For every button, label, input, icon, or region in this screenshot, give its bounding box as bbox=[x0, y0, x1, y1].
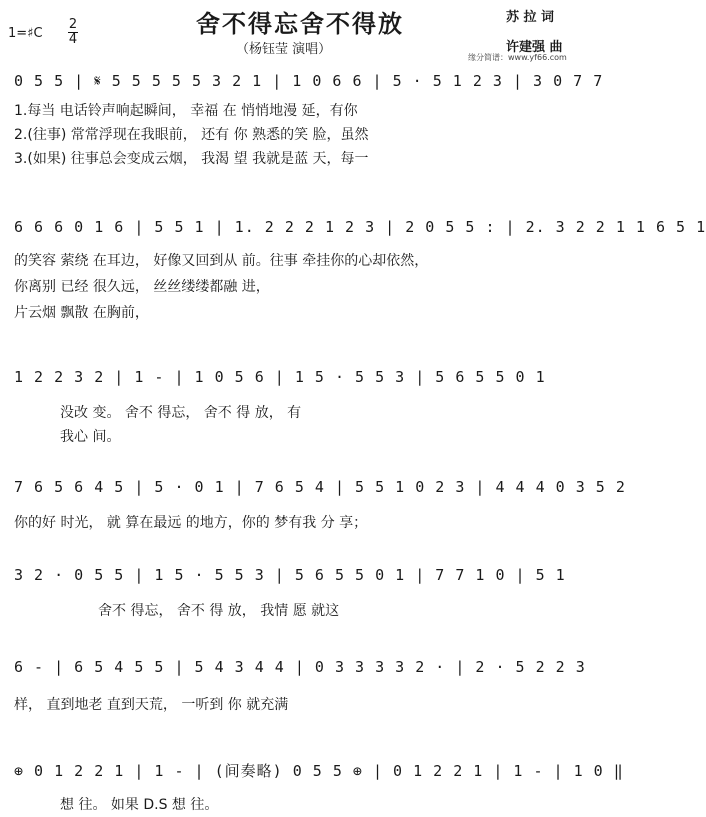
lyric-line: 片云烟 飘散 在胸前， bbox=[14, 305, 149, 321]
lyric-line: 我心 间。 bbox=[60, 429, 121, 445]
lyric-line: 样， 直到地老 直到天荒， 一听到 你 就充满 bbox=[14, 697, 289, 713]
page-title: 舍不得忘舍不得放 bbox=[196, 9, 404, 38]
lyric-line: 1.每当 电话铃声响起瞬间， 幸福 在 悄悄地漫 延，有你 bbox=[14, 103, 358, 119]
notation-line: 0 5 5 | 𝄋 5 5 5 5 5 3 2 1 | 1 0 6 6 | 5 · 5 1 2 3 | 3 0 7 7 bbox=[14, 72, 604, 90]
notation-line: 1 2 2 3 2 | 1 - | 1 0 5 6 | 1 5 · 5 5 3 | 5 6 5 5 0 1 bbox=[14, 368, 546, 386]
composer: 许建强 曲 bbox=[506, 40, 563, 55]
time-signature bbox=[68, 18, 78, 47]
notation-line: 7 6 5 6 4 5 | 5 · 0 1 | 7 6 5 4 | 5 5 1 0 2 3 | 4 4 4 0 3 5 2 bbox=[14, 478, 626, 496]
notation-line: ⊕ 0 1 2 2 1 | 1 - | (间奏略) 0 5 5 ⊕ | 0 1 2 2 1 | 1 - | 1 0 ‖ bbox=[14, 762, 624, 780]
lyric-line: 没改 变。 舍不 得忘， 舍不 得 放， 有 bbox=[60, 405, 302, 421]
lyric-line: 你的好 时光， 就 算在最远 的地方，你的 梦有我 分 享； bbox=[14, 515, 368, 531]
performer: （杨钰莹 演唱） bbox=[236, 42, 332, 57]
lyric-line: 3.(如果) 往事总会变成云烟， 我渴 望 我就是蓝 天，每一 bbox=[14, 151, 369, 167]
lyric-line: 想 往。 如果 D.S 想 往。 bbox=[60, 797, 219, 813]
time-signature-bottom: 4 bbox=[68, 32, 78, 47]
lyric-line: 你离别 已经 很久远， 丝丝缕缕都融 进， bbox=[14, 279, 270, 295]
site-watermark: 缘分简谱：www.yf66.com bbox=[468, 53, 567, 62]
notation-line: 6 6 6 0 1 6 | 5 5 1 | 1. 2 2 2 1 2 3 | 2 0 5 5 : | 2. 3 2 2 1 1 6 5 1 bbox=[14, 218, 706, 236]
lyric-line: 舍不 得忘， 舍不 得 放， 我情 愿 就这 bbox=[98, 603, 340, 619]
lyricist: 苏 拉 词 bbox=[506, 10, 555, 25]
key-signature: 1=♯C bbox=[8, 26, 43, 41]
notation-line: 3 2 · 0 5 5 | 1 5 · 5 5 3 | 5 6 5 5 0 1 | 7 7 1 0 | 5 1 bbox=[14, 566, 566, 584]
lyric-line: 的笑容 萦绕 在耳边， 好像又回到从 前。往事 牵挂你的心却依然， bbox=[14, 253, 429, 269]
lyric-line: 2.(往事) 常常浮现在我眼前， 还有 你 熟悉的笑 脸，虽然 bbox=[14, 127, 369, 143]
notation-line: 6 - | 6 5 4 5 5 | 5 4 3 4 4 | 0 3 3 3 3 2 · | 2 · 5 2 2 3 bbox=[14, 658, 586, 676]
time-signature-top: 2 bbox=[68, 17, 78, 32]
